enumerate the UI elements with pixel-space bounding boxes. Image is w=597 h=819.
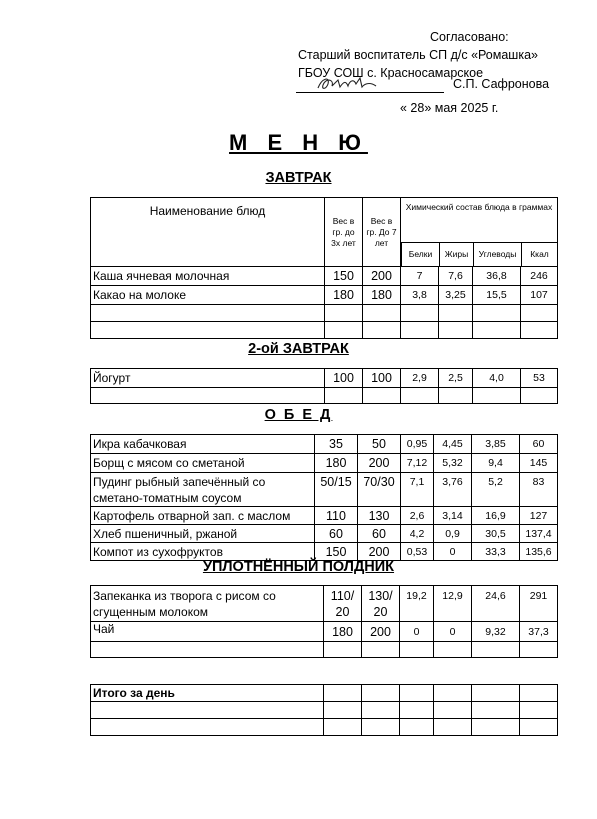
carbs: 33,3 bbox=[472, 543, 520, 561]
kcal: 135,6 bbox=[520, 543, 558, 561]
column-header-fat: Жиры bbox=[440, 243, 474, 267]
weight-7y: 130 bbox=[358, 507, 401, 525]
carbs: 9,32 bbox=[472, 622, 520, 642]
table-row bbox=[91, 507, 558, 525]
dish-name: Пудинг рыбный запечённый со сметано-томатным соусом bbox=[91, 473, 315, 507]
breakfast-rows bbox=[90, 266, 558, 339]
table-row bbox=[91, 435, 558, 454]
carbs: 3,85 bbox=[472, 435, 520, 454]
weight-3y: 60 bbox=[315, 525, 358, 543]
column-header-weight-7y: Вес в гр. До 7 лет bbox=[363, 198, 401, 267]
weight-7y: 200 bbox=[358, 543, 401, 561]
snack-table bbox=[90, 585, 558, 658]
weight-3y: 180 bbox=[325, 286, 363, 305]
weight-3y: 110 bbox=[315, 507, 358, 525]
weight-3y: 35 bbox=[315, 435, 358, 454]
fat: 3,14 bbox=[434, 507, 472, 525]
fat: 3,76 bbox=[434, 473, 472, 507]
kcal: 107 bbox=[521, 286, 558, 305]
dish-name: Борщ с мясом со сметаной bbox=[91, 454, 315, 473]
weight-7y: 200 bbox=[363, 267, 401, 286]
section-breakfast-title: ЗАВТРАК bbox=[265, 170, 332, 186]
fat: 5,32 bbox=[434, 454, 472, 473]
table-row bbox=[91, 305, 558, 322]
weight-3y: 50/15 bbox=[315, 473, 358, 507]
section-lunch-title: О Б Е Д bbox=[264, 407, 333, 423]
breakfast2-table bbox=[90, 368, 558, 404]
weight-7y: 130/ 20 bbox=[362, 586, 400, 622]
carbs: 36,8 bbox=[473, 267, 521, 286]
weight-7y: 200 bbox=[358, 454, 401, 473]
weight-3y: 150 bbox=[325, 267, 363, 286]
carbs: 15,5 bbox=[473, 286, 521, 305]
table-row bbox=[91, 622, 558, 642]
protein: 2,9 bbox=[401, 369, 439, 388]
table-row bbox=[91, 702, 558, 719]
kcal: 60 bbox=[520, 435, 558, 454]
table-row bbox=[91, 369, 558, 388]
weight-7y: 180 bbox=[363, 286, 401, 305]
carbs: 24,6 bbox=[472, 586, 520, 622]
kcal: 291 bbox=[520, 586, 558, 622]
kcal: 127 bbox=[520, 507, 558, 525]
table-row bbox=[91, 719, 558, 736]
carbs: 9,4 bbox=[472, 454, 520, 473]
carbs: 5,2 bbox=[472, 473, 520, 507]
column-header-kcal: Ккал bbox=[522, 243, 558, 267]
lunch-table bbox=[90, 434, 558, 561]
handwritten-signature bbox=[316, 74, 378, 99]
kcal: 37,3 bbox=[520, 622, 558, 642]
dish-name: Какао на молоке bbox=[91, 286, 325, 305]
dish-name: Каша ячневая молочная bbox=[91, 267, 325, 286]
column-header-chemical: Химический состав блюда в граммах bbox=[401, 198, 558, 267]
page-title: М Е Н Ю bbox=[229, 130, 368, 155]
weight-7y: 70/30 bbox=[358, 473, 401, 507]
kcal: 137,4 bbox=[520, 525, 558, 543]
weight-3y: 180 bbox=[324, 622, 362, 642]
dish-name: Йогурт bbox=[91, 369, 325, 388]
approval-organization: ГБОУ СОШ с. Красносамарское bbox=[298, 66, 484, 80]
fat: 4,45 bbox=[434, 435, 472, 454]
table-row bbox=[91, 642, 558, 658]
column-header-carbs: Углеводы bbox=[474, 243, 522, 267]
column-header-name: Наименование блюд bbox=[91, 198, 325, 267]
table-row bbox=[91, 286, 558, 305]
table-row bbox=[91, 454, 558, 473]
protein: 19,2 bbox=[400, 586, 434, 622]
table-row bbox=[91, 267, 558, 286]
dish-name: Икра кабачковая bbox=[91, 435, 315, 454]
approval-date: « 28» мая 2025 г. bbox=[400, 101, 499, 115]
weight-3y: 110/ 20 bbox=[324, 586, 362, 622]
protein: 7 bbox=[401, 267, 439, 286]
breakfast-nutrient-header bbox=[401, 242, 558, 267]
weight-7y: 200 bbox=[362, 622, 400, 642]
protein: 7,1 bbox=[401, 473, 434, 507]
protein: 7,12 bbox=[401, 454, 434, 473]
table-row bbox=[91, 388, 558, 404]
carbs: 16,9 bbox=[472, 507, 520, 525]
carbs: 4,0 bbox=[473, 369, 521, 388]
protein: 3,8 bbox=[401, 286, 439, 305]
kcal: 246 bbox=[521, 267, 558, 286]
weight-3y: 150 bbox=[315, 543, 358, 561]
weight-7y: 60 bbox=[358, 525, 401, 543]
protein: 0,53 bbox=[401, 543, 434, 561]
kcal: 145 bbox=[520, 454, 558, 473]
dish-name: Чай bbox=[91, 622, 324, 642]
table-row bbox=[91, 322, 558, 339]
fat: 0 bbox=[434, 543, 472, 561]
protein: 0,95 bbox=[401, 435, 434, 454]
weight-7y: 50 bbox=[358, 435, 401, 454]
column-header-protein: Белки bbox=[402, 243, 440, 267]
protein: 0 bbox=[400, 622, 434, 642]
signature-line bbox=[296, 92, 444, 93]
column-header-weight-3y: Вес в гр. до 3х лет bbox=[325, 198, 363, 267]
approver-name: С.П. Сафронова bbox=[453, 77, 550, 91]
dish-name: Картофель отварной зап. с маслом bbox=[91, 507, 315, 525]
fat: 0 bbox=[434, 622, 472, 642]
fat: 7,6 bbox=[439, 267, 473, 286]
carbs: 30,5 bbox=[472, 525, 520, 543]
fat: 12,9 bbox=[434, 586, 472, 622]
approval-position: Старший воспитатель СП д/с «Ромашка» bbox=[298, 48, 538, 62]
approval-title: Согласовано: bbox=[430, 30, 509, 44]
weight-3y: 180 bbox=[315, 454, 358, 473]
fat: 0,9 bbox=[434, 525, 472, 543]
table-row bbox=[91, 525, 558, 543]
dish-name: Запеканка из творога с рисом со сгущенным молоком bbox=[91, 586, 324, 622]
table-row bbox=[91, 586, 558, 622]
table-row bbox=[91, 473, 558, 507]
weight-7y: 100 bbox=[363, 369, 401, 388]
dish-name: Компот из сухофруктов bbox=[91, 543, 315, 561]
kcal: 53 bbox=[521, 369, 558, 388]
protein: 4,2 bbox=[401, 525, 434, 543]
table-row bbox=[91, 685, 558, 702]
fat: 3,25 bbox=[439, 286, 473, 305]
dish-name: Хлеб пшеничный, ржаной bbox=[91, 525, 315, 543]
section-snack-title: УПЛОТНЁННЫЙ ПОЛДНИК bbox=[202, 559, 395, 575]
total-table bbox=[90, 684, 558, 736]
fat: 2,5 bbox=[439, 369, 473, 388]
protein: 2,6 bbox=[401, 507, 434, 525]
total-label: Итого за день bbox=[91, 685, 324, 702]
table-row bbox=[91, 543, 558, 561]
section-breakfast2-title: 2-ой ЗАВТРАК bbox=[248, 341, 349, 357]
kcal: 83 bbox=[520, 473, 558, 507]
weight-3y: 100 bbox=[325, 369, 363, 388]
